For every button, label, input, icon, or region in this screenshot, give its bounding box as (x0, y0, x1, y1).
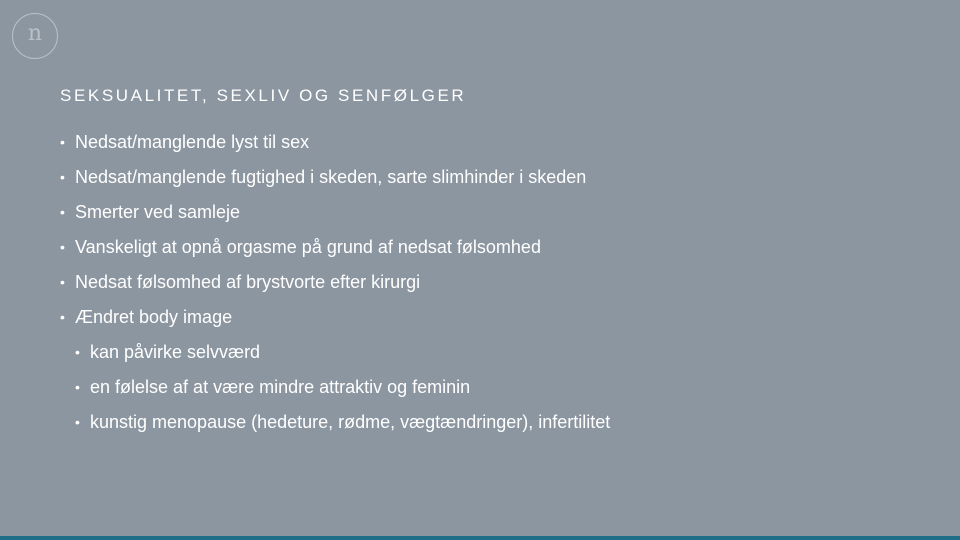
bullet-text: Smerter ved samleje (75, 202, 241, 222)
sub-bullet-text: kunstig menopause (hedeture, rødme, vægtændringer), infertilitet (90, 412, 611, 432)
bullet-dot-icon: • (60, 274, 65, 290)
bullet-text: Vanskeligt at opnå orgasme på grund af nedsat følsomhed (75, 237, 541, 257)
bullet-item (60, 305, 610, 340)
bullet-item (60, 270, 610, 305)
bullet-item (60, 235, 610, 270)
bullet-dot-icon: • (60, 239, 65, 255)
bullet-text: Ændret body image (75, 307, 233, 327)
sub-bullet-text: kan påvirke selvværd (90, 342, 261, 362)
sub-bullet-item (75, 375, 610, 410)
bullet-text: Nedsat/manglende lyst til sex (75, 132, 310, 152)
bullet-text: Nedsat/manglende fugtighed i skeden, sarte slimhinder i skeden (75, 167, 587, 187)
bullet-dot-icon: • (75, 379, 80, 395)
bullet-dot-icon: • (60, 309, 65, 325)
bullet-dot-icon: • (75, 414, 80, 430)
logo-glyph: n (27, 21, 43, 46)
bullet-item (60, 165, 610, 200)
bullet-item (60, 130, 610, 165)
slide-title: SEKSUALITET, SEXLIV OG SENFØLGER (60, 86, 467, 105)
sub-bullet-text: en følelse af at være mindre attraktiv og feminin (90, 377, 471, 397)
bullet-dot-icon: • (75, 344, 80, 360)
bullet-list (60, 130, 610, 445)
bullet-item (60, 200, 610, 235)
accent-bar (0, 536, 960, 540)
sub-bullet-item (75, 410, 610, 445)
bullet-dot-icon: • (60, 169, 65, 185)
logo-icon (12, 13, 58, 59)
bullet-dot-icon: • (60, 204, 65, 220)
sub-bullet-item (75, 340, 610, 375)
bullet-text: Nedsat følsomhed af brystvorte efter kirurgi (75, 272, 421, 292)
bullet-dot-icon: • (60, 134, 65, 150)
